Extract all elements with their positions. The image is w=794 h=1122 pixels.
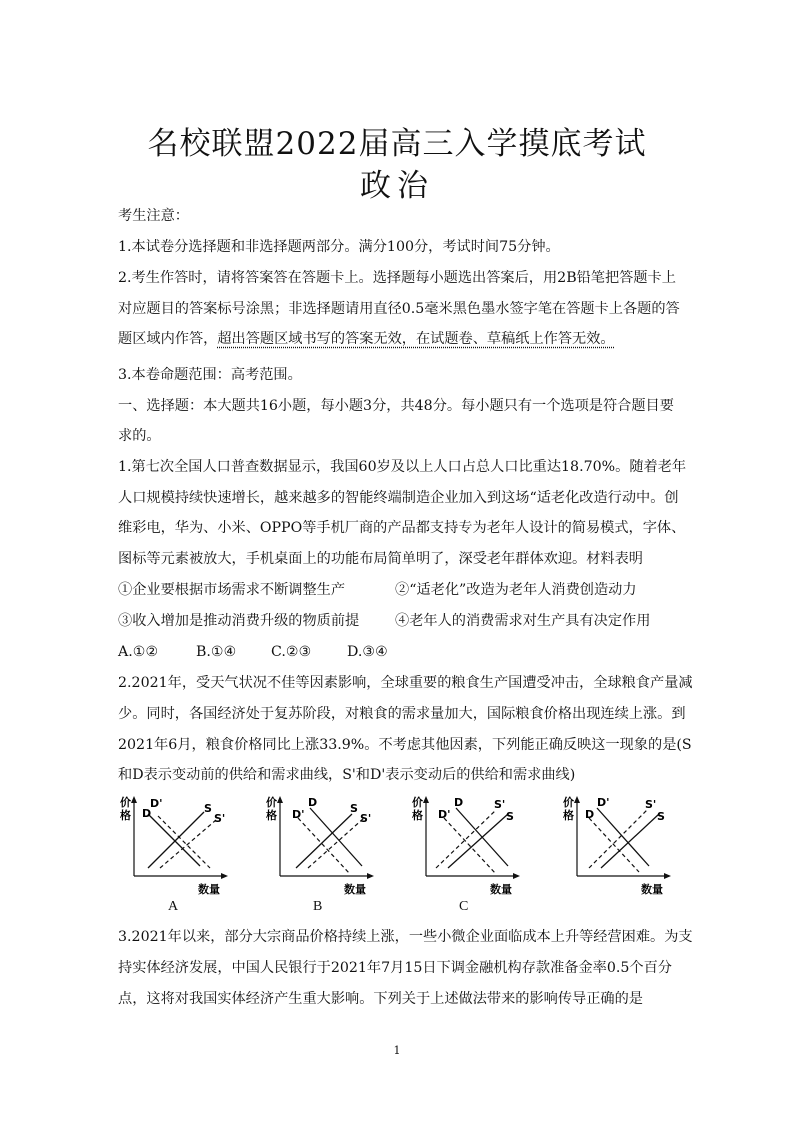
q3-line-3: 点，这将对我国实体经济产生重大影响。下列关于上述做法带来的影响传导正确的是: [118, 991, 643, 1007]
graph-b-y-axis-label-1: 价: [266, 796, 277, 809]
q1-line-4: 图标等元素被放大，手机桌面上的功能布局简单明了，深受老年群体欢迎。材料表明: [118, 551, 643, 567]
graph-d: [563, 794, 673, 898]
graph-d-label-d: D: [585, 808, 595, 821]
graph-d-curve-d-prime: [597, 808, 649, 866]
section-heading-line-2: 求的。: [118, 428, 161, 444]
graph-c-label-s-prime: S': [494, 798, 506, 811]
graph-b-curve-s: [296, 814, 352, 868]
graph-b-curve-s-prime: [308, 818, 364, 868]
graph-a-curve-d: [158, 816, 210, 868]
graph-b: [266, 794, 376, 898]
graph-b-curve-d: [310, 808, 362, 866]
q1-line-3: 维彩电，华为、小米、OPPO等手机厂商的产品都支持专为老年人设计的简易模式，字体、: [118, 520, 686, 536]
q2-line-1: 2.2021年，受天气状况不佳等因素影响，全球重要的粮食生产国遭受冲击，全球粮食产量减: [118, 675, 693, 691]
graph-d-x-axis-label: 数量: [641, 883, 663, 896]
notice-item-2-line-2: 对应题目的答案标号涂黑；非选择题请用直径0.5毫米黑色墨水签字笔在答题卡上各题的答: [118, 301, 680, 317]
q2-line-3: 2021年6月，粮食价格同比上涨33.9%。不考虑其他因素，下列能正确反映这一现象的是(S: [118, 737, 692, 753]
q1-line-1: 1.第七次全国人口普查数据显示，我国60岁及以上人口占总人口比重达18.70%。随着老年: [118, 459, 687, 475]
graph-b-y-axis-label-2: 格: [266, 809, 277, 822]
graph-d-y-axis-label-2: 格: [563, 809, 574, 822]
graph-d-y-axis-label-1: 价: [563, 796, 574, 809]
graph-a-label-s: S: [204, 802, 212, 815]
notice-item-2-line-3: [118, 329, 615, 349]
graph-c-label-d-prime: D': [438, 808, 451, 821]
graph-a-caption: A: [168, 899, 179, 914]
q1-option-4: ④老年人的消费需求对生产具有决定作用: [395, 613, 651, 629]
graph-c-label-s: S: [506, 810, 514, 823]
q1-option-3: ③收入增加是推动消费升级的物质前提: [118, 613, 360, 629]
graph-c-y-axis-label-2: 格: [412, 809, 423, 822]
q3-line-1: 3.2021年以来，部分大宗商品价格持续上涨，一些小微企业面临成本上升等经营困难。为支: [118, 929, 693, 945]
graph-a-y-axis-label-1: 价: [120, 796, 131, 809]
graph-d-label-d-prime: D': [597, 796, 610, 809]
notice-item-2-emphasis: 超出答题区域书写的答案无效，在试题卷、草稿纸上作答无效。: [217, 331, 615, 347]
graph-b-label-d: D: [308, 796, 318, 809]
notice-item-3: 3.本卷命题范围：高考范围。: [118, 367, 302, 383]
q1-choice-c: C.②③: [271, 644, 312, 660]
graph-a-label-d: D: [142, 807, 152, 820]
exam-title: 名校联盟2022届高三入学摸底考试: [147, 126, 647, 162]
q2-line-2: 少。同时，各国经济处于复苏阶段，对粮食的需求量加大，国际粮食价格出现连续上涨。到: [118, 706, 686, 722]
page-number: 1: [393, 1044, 401, 1057]
graph-a-label-s-prime: S': [214, 812, 226, 825]
graph-d-label-s-prime: S': [645, 798, 657, 811]
q1-choice-b: B.①④: [196, 644, 237, 660]
graph-d-label-s: S: [657, 810, 665, 823]
q1-option-2: ②“适老化”改造为老年人消费创造动力: [395, 582, 637, 598]
q1-choice-d: D.③④: [347, 644, 388, 660]
graph-b-label-s: S: [350, 802, 358, 815]
graph-c-x-axis-label: 数量: [490, 883, 512, 896]
notice-item-2-line-3a: 题区域内作答，: [118, 331, 218, 347]
q2-line-4: 和D表示变动前的供给和需求曲线，S'和D'表示变动后的供给和需求曲线): [118, 767, 576, 783]
graph-b-x-axis-label: 数量: [344, 883, 366, 896]
graph-b-curve-d-prime: [298, 818, 350, 874]
subject-title: 政治: [360, 168, 434, 204]
notice-heading: 考生注意：: [118, 208, 189, 224]
q3-line-2: 持实体经济发展，中国人民银行于2021年7月15日下调金融机构存款准备金率0.5个百分: [118, 960, 672, 976]
notice-item-1: 1.本试卷分选择题和非选择题两部分。满分100分，考试时间75分钟。: [118, 239, 560, 255]
graph-b-caption: B: [313, 899, 323, 914]
q1-choice-a: A.①②: [118, 644, 159, 660]
q1-line-2: 人口规模持续快速增长，越来越多的智能终端制造企业加入到这场“适老化改造行动中。创: [118, 490, 679, 506]
graph-c-curve-s: [448, 814, 508, 868]
notice-item-2-line-1: 2.考生作答时，请将答案答在答题卡上。选择题每小题选出答案后，用2B铅笔把答题卡上: [118, 270, 676, 286]
graph-b-label-d-prime: D': [292, 808, 305, 821]
graph-c: [412, 794, 522, 898]
graph-c-label-d: D: [454, 796, 464, 809]
graph-c-curve-d-prime: [444, 818, 496, 874]
graph-c-caption: C: [459, 899, 469, 914]
graph-a: [120, 794, 230, 898]
graph-a-y-axis-label-2: 格: [120, 809, 131, 822]
graph-a-curve-s: [148, 812, 204, 868]
graph-b-label-s-prime: S': [360, 812, 372, 825]
graph-d-curve-s-prime: [589, 810, 647, 868]
section-heading-line-1: 一、选择题：本大题共16小题，每小题3分，共48分。每小题只有一个选项是符合题目要: [118, 398, 674, 414]
q1-option-1: ①企业要根据市场需求不断调整生产: [118, 582, 346, 598]
graph-a-x-axis-label: 数量: [198, 883, 220, 896]
graph-a-label-d-prime: D': [150, 797, 163, 810]
graph-c-y-axis-label-1: 价: [412, 796, 423, 809]
